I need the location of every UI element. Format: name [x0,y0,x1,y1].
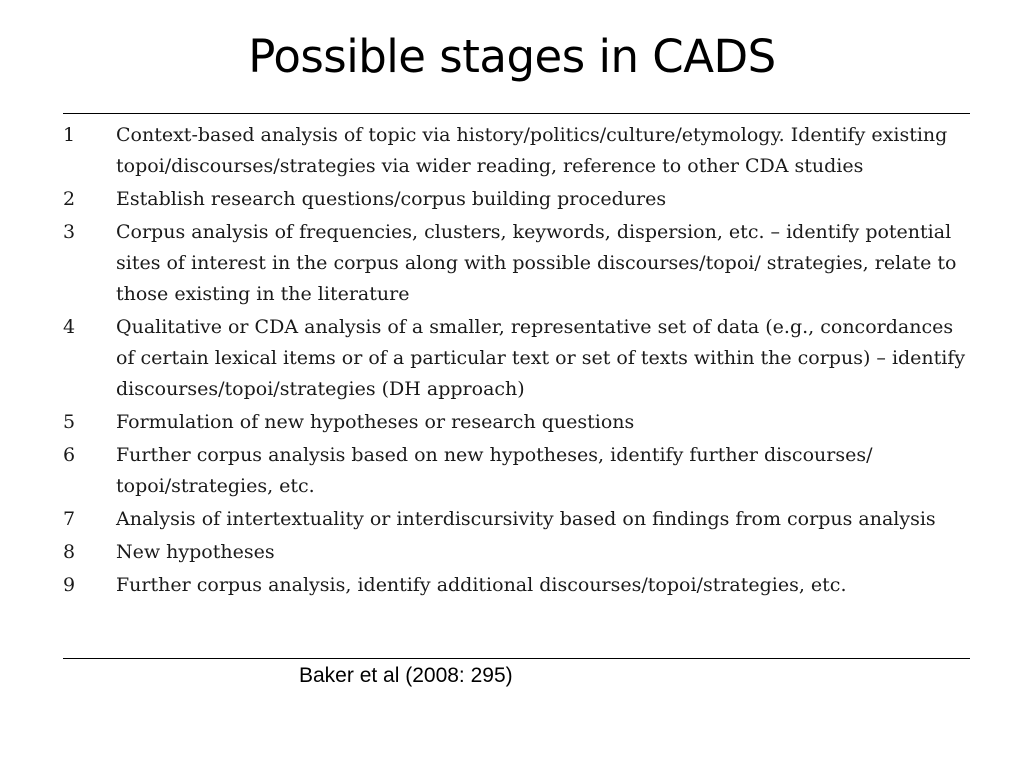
stage-text: Further corpus analysis based on new hypotheses, identify further discourses/ topoi/strategies, etc. [116,444,873,497]
stage-number: 2 [63,188,76,210]
stage-number: 8 [63,541,76,563]
stage-item [63,504,973,535]
table-bottom-rule [63,658,970,659]
stages-list [63,120,973,603]
stage-text: Context-based analysis of topic via history/politics/culture/etymology. Identify existing topoi/discourses/strategies via wider reading, reference to other CDA studies [116,124,948,177]
stage-item [63,537,973,568]
stage-item [63,312,973,405]
stage-item [63,217,973,310]
stage-item [63,407,973,438]
stage-number: 4 [63,316,76,338]
stage-text: Qualitative or CDA analysis of a smaller, representative set of data (e.g., concordances of certain lexical items or of a particular text or set of texts within the corpus) – identify discourses/topoi/strategies (DH approach) [116,316,966,400]
stage-text: New hypotheses [116,541,275,563]
stage-item [63,570,973,601]
stage-number: 6 [63,444,76,466]
stage-number: 3 [63,221,76,243]
stage-text: Analysis of intertextuality or interdiscursivity based on findings from corpus analysis [116,508,936,530]
stage-text: Corpus analysis of frequencies, clusters, keywords, dispersion, etc. – identify potential sites of interest in the corpus along with possible discourses/topoi/ strategies, relate to those existing in the literature [116,221,957,305]
stage-number: 1 [63,124,76,146]
stage-number: 5 [63,411,76,433]
citation: Baker et al (2008: 295) [299,664,513,687]
stage-item [63,184,973,215]
stage-text: Establish research questions/corpus building procedures [116,188,667,210]
stage-number: 9 [63,574,76,596]
table-top-rule [63,113,970,114]
stage-item [63,440,973,502]
stage-text: Further corpus analysis, identify additional discourses/topoi/strategies, etc. [116,574,847,596]
stage-item [63,120,973,182]
stage-text: Formulation of new hypotheses or research questions [116,411,635,433]
stage-number: 7 [63,508,76,530]
slide-title: Possible stages in CADS [248,30,776,83]
